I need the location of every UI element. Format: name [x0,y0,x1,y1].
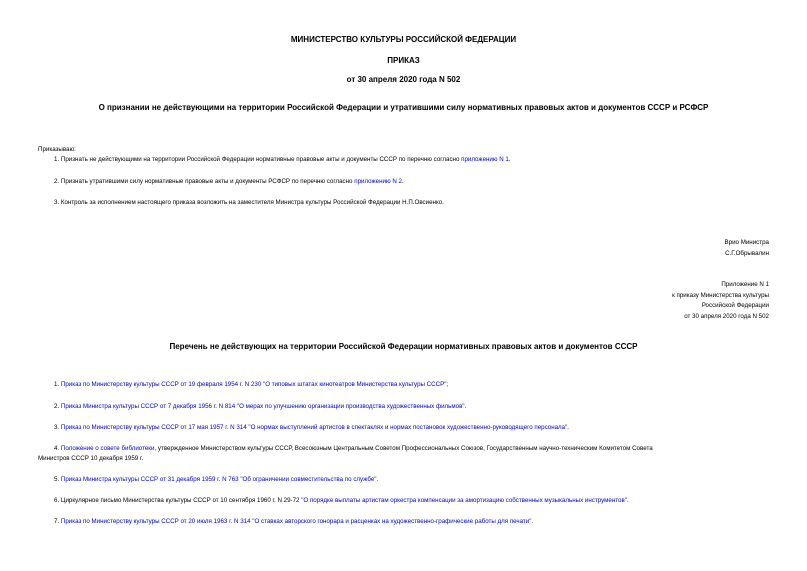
list-item [54,445,653,452]
list-item-link[interactable]: Приказ Министра культуры СССР от 7 декабря 1956 г. N 814 "О мерах по улучшению организации производства художественных фильмов" [60,403,465,410]
list-item [54,424,569,431]
order-paragraph-1 [54,156,511,163]
appendix-country: Российской Федерации [701,302,769,309]
doc-type-heading: ПРИКАЗ [387,56,420,65]
list-item [54,381,448,388]
appendix-2-link[interactable]: приложению N 2 [354,178,402,185]
list-item-number: 3. [54,424,61,431]
order-paragraph-3: 3. Контроль за исполнением настоящего приказа возложить на заместителя Министра культуры Российской Федерации Н.П.Овсиенко. [54,199,444,206]
list-item-number: 1. [54,381,61,388]
list-item-end: ; [446,381,449,388]
order-paragraph-1-end: . [508,156,511,163]
order-paragraph-2-text: 2. Признать утратившими силу нормативные правовые акты и документы РСФСР по перечню согласно [54,178,355,185]
date-number-heading: от 30 апреля 2020 года N 502 [346,75,461,84]
ministry-heading: МИНИСТЕРСТВО КУЛЬТУРЫ РОССИЙСКОЙ ФЕДЕРАЦИИ [290,35,517,44]
list-item [54,403,466,410]
appendix-order-ref: к приказу Министерства культуры [672,292,769,299]
list-item-link[interactable]: Приказ по Министерству культуры СССР от 19 февраля 1954 г. N 230 "О типовых штатах кинотеатров Министерства культуры СССР" [60,381,447,388]
list-item-link[interactable]: Положение о совете библиотеки [60,445,155,452]
list-item-end: . [626,497,629,504]
list-item-number: 7. [54,518,61,525]
order-paragraph-2-end: . [401,178,404,185]
list-item [54,497,629,504]
list-item [54,518,533,525]
list-item-link[interactable]: "О порядке выплаты артистам оркестра компенсации за амортизацию собственных музыкальных инструментов" [301,497,627,504]
list-item-number: 2. [54,403,61,410]
list-item-end: . [376,476,379,483]
list-item-link[interactable]: Приказ по Министерству культуры СССР от 20 июля 1963 г. N 314 "О ставках авторского гонорара и расценках на художественно-графические работы для печати" [60,518,532,525]
list-item-end: . [464,403,467,410]
list-item-link[interactable]: Приказ по Министерству культуры СССР от 17 мая 1957 г. N 314 "О нормах выступлений артистов в спектаклях и нормах постановок художественно-руководящего персонала" [60,424,568,431]
list-item-number: 5. [54,476,61,483]
order-intro: Приказываю: [38,146,76,153]
appendix-label: Приложение N 1 [721,281,769,288]
list-item [54,476,378,483]
signature-name: С.Г.Обрывалин [725,250,769,257]
list-item-text: , утвержденное Министерством культуры СССР, Всесоюзным Центральным Советом Профессиональных Союзов, Государственным научно-техническим Комитетом Совета [154,445,653,452]
list-item-end: . [567,424,570,431]
appendix-1-link[interactable]: приложению N 1 [461,156,509,163]
document-title: О признании не действующими на территории Российской Федерации и утратившими силу нормативных правовых актов и документов СССР и РСФСР [98,103,709,112]
list-item-end: . [531,518,534,525]
list-item-continuation: Министров СССР 10 декабря 1959 г. [38,455,144,462]
order-paragraph-2 [54,178,404,185]
list-item-number: 4. [54,445,61,452]
list-item-link[interactable]: Приказ Министра культуры СССР от 31 декабря 1959 г. N 763 "Об ограничении совместительства по службе" [60,476,377,483]
appendix-title: Перечень не действующих на территории Российской Федерации нормативных правовых актов и документов СССР [169,342,638,351]
order-paragraph-1-text: 1. Признать не действующими на территории Российской Федерации нормативные правовые акты и документы СССР по перечню согласно [54,156,462,163]
list-item-text: 6. Циркулярное письмо Министерства культуры СССР от 10 сентября 1960 г. N 29-72 [54,497,302,504]
signature-position: Врио Министра [724,239,769,246]
appendix-date: от 30 апреля 2020 года N 502 [684,313,769,320]
